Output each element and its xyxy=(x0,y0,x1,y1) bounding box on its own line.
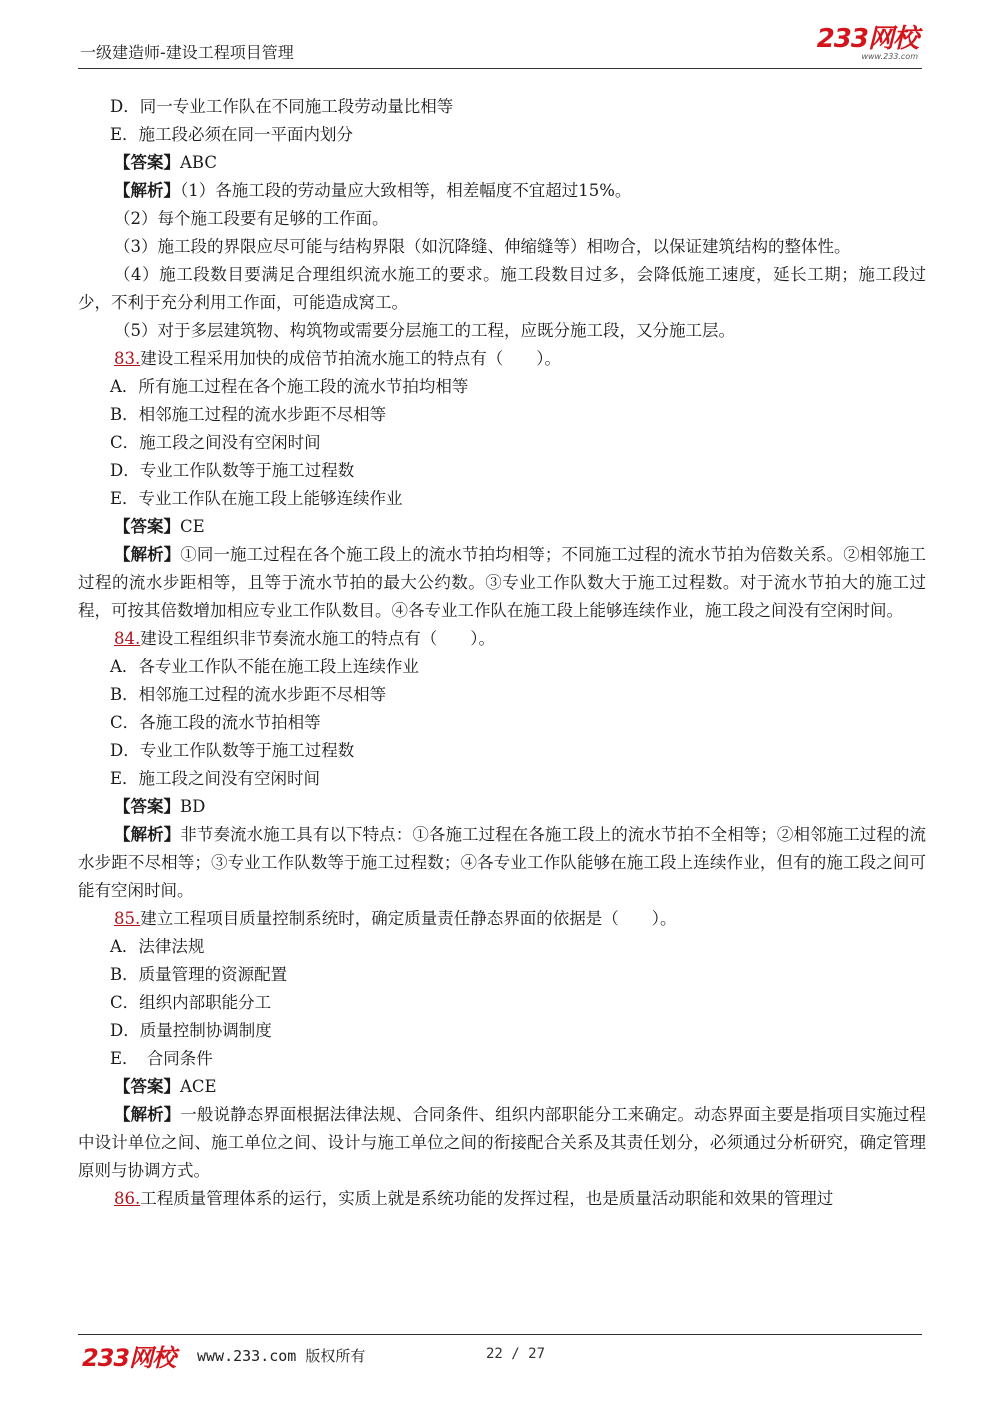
q84-option-e: E．施工段之间没有空闲时间 xyxy=(110,769,321,788)
q84-answer xyxy=(78,793,926,821)
q83-option-e: E．专业工作队在施工段上能够连续作业 xyxy=(110,489,403,508)
answer-value: BD xyxy=(180,797,206,816)
analysis-text: （1）各施工段的劳动量应大致相等，相差幅度不宜超过15%。 xyxy=(180,181,632,200)
q84-option-c: C．各施工段的流水节拍相等 xyxy=(110,713,321,732)
q82-analysis-3: （3）施工段的界限应尽可能与结构界限（如沉降缝、伸缩缝等）相吻合，以保证建筑结构的整体性。 xyxy=(114,237,851,256)
q82-answer xyxy=(78,149,926,177)
question-number[interactable]: 83. xyxy=(114,349,141,368)
q82-option-d: D．同一专业工作队在不同施工段劳动量比相等 xyxy=(110,97,454,116)
footer-divider xyxy=(78,1334,922,1335)
answer-label: 【答案】 xyxy=(114,153,180,172)
question-stem: 建立工程项目质量控制系统时，确定质量责任静态界面的依据是（ ）。 xyxy=(140,909,677,928)
answer-value: CE xyxy=(180,517,205,536)
answer-label: 【答案】 xyxy=(114,797,180,816)
q82-analysis-2: （2）每个施工段要有足够的工作面。 xyxy=(114,209,389,228)
q82-analysis-4: （4）施工段数目要满足合理组织流水施工的要求。施工段数目过多，会降低施工速度，延长工期；施工段过少，不利于充分利用工作面，可能造成窝工。 xyxy=(78,265,926,312)
analysis-label: 【解析】 xyxy=(114,825,181,844)
answer-label: 【答案】 xyxy=(114,1077,180,1096)
q83-option-d: D．专业工作队数等于施工过程数 xyxy=(110,461,355,480)
q82-analysis-5: （5）对于多层建筑物、构筑物或需要分层施工的工程，应既分施工段，又分施工层。 xyxy=(114,321,735,340)
q85-option-a: A．法律法规 xyxy=(110,937,205,956)
question-stem: 建设工程组织非节奏流水施工的特点有（ ）。 xyxy=(140,629,495,648)
footer-brand-logo: 233网校 xyxy=(82,1344,176,1372)
analysis-label: 【解析】 xyxy=(114,545,181,564)
analysis-label: 【解析】 xyxy=(114,1105,181,1124)
q85-option-d: D．质量控制协调制度 xyxy=(110,1021,272,1040)
document-body xyxy=(78,93,926,1213)
brand-logo-url: www.233.com xyxy=(861,52,918,61)
q82-option-e: E．施工段必须在同一平面内划分 xyxy=(110,125,354,144)
analysis-label: 【解析】 xyxy=(114,181,180,200)
question-stem: 建设工程采用加快的成倍节拍流水施工的特点有（ ）。 xyxy=(140,349,561,368)
q85-answer xyxy=(78,1073,926,1101)
q82-analysis-1 xyxy=(78,177,926,205)
q85-stem xyxy=(78,905,926,933)
q83-option-c: C．施工段之间没有空闲时间 xyxy=(110,433,321,452)
q83-stem xyxy=(78,345,926,373)
q84-option-b: B．相邻施工过程的流水步距不尽相等 xyxy=(110,685,387,704)
analysis-text: ①同一施工过程在各个施工段上的流水节拍均相等；不同施工过程的流水节拍为倍数关系。②相邻施工过程的流水步距相等，且等于流水节拍的最大公约数。③专业工作队数大于施工过程数。对于流水节拍大的施工过程，可按其倍数增加相应专业工作队数目。④各专业工作队在施工段上能够连续作业，施工段之间没有空闲时间。 xyxy=(78,545,927,620)
q83-answer xyxy=(78,513,926,541)
footer-copyright[interactable]: www.233.com 版权所有 xyxy=(197,1347,366,1365)
brand-logo-text: 233网校 xyxy=(816,24,918,54)
brand-logo xyxy=(817,26,918,61)
question-number[interactable]: 85. xyxy=(114,909,141,928)
q84-stem xyxy=(78,625,926,653)
page-number: 22 / 27 xyxy=(486,1346,546,1362)
header-divider xyxy=(78,68,922,69)
q85-option-c: C．组织内部职能分工 xyxy=(110,993,272,1012)
q86-stem xyxy=(78,1185,926,1213)
q85-analysis xyxy=(78,1101,926,1185)
q83-option-a: A．所有施工过程在各个施工段的流水节拍均相等 xyxy=(110,377,469,396)
answer-value: ACE xyxy=(180,1077,217,1096)
q85-option-e: E． 合同条件 xyxy=(110,1049,213,1068)
document-header-title: 一级建造师-建设工程项目管理 xyxy=(80,43,294,62)
question-number[interactable]: 86. xyxy=(114,1189,141,1208)
q85-option-b: B．质量管理的资源配置 xyxy=(110,965,288,984)
analysis-text: 一般说静态界面根据法律法规、合同条件、组织内部职能分工来确定。动态界面主要是指项目实施过程中设计单位之间、施工单位之间、设计与施工单位之间的衔接配合关系及其责任划分，必须通过分析研究，确定管理原则与协调方式。 xyxy=(78,1105,927,1180)
q84-analysis xyxy=(78,821,926,905)
answer-value: ABC xyxy=(180,153,217,172)
question-number[interactable]: 84. xyxy=(114,629,141,648)
q84-option-d: D．专业工作队数等于施工过程数 xyxy=(110,741,355,760)
q84-option-a: A．各专业工作队不能在施工段上连续作业 xyxy=(110,657,419,676)
q83-analysis xyxy=(78,541,926,625)
analysis-text: 非节奏流水施工具有以下特点：①各施工过程在各施工段上的流水节拍不全相等；②相邻施工过程的流水步距不尽相等；③专业工作队数等于施工过程数；④各专业工作队能够在施工段上连续作业，但有的施工段之间可能有空闲时间。 xyxy=(78,825,927,900)
q83-option-b: B．相邻施工过程的流水步距不尽相等 xyxy=(110,405,387,424)
answer-label: 【答案】 xyxy=(114,517,180,536)
question-stem: 工程质量管理体系的运行，实质上就是系统功能的发挥过程，也是质量活动职能和效果的管理过 xyxy=(140,1189,834,1208)
